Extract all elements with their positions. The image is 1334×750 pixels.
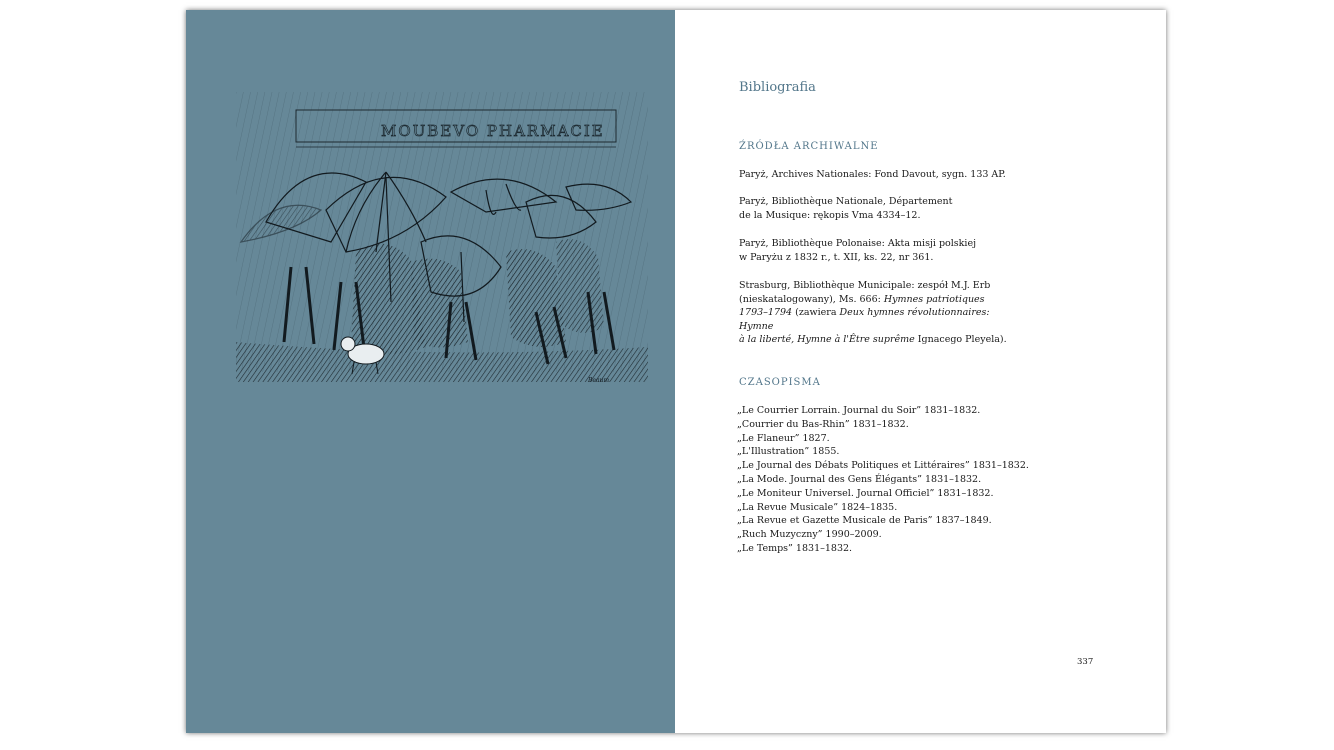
list-item: „La Mode. Journal des Gens Élégants” 1831–1832. bbox=[737, 473, 982, 485]
list-item: „Le Flaneur” 1827. bbox=[737, 432, 830, 444]
page-number: 337 bbox=[1077, 657, 1094, 667]
shop-sign-text: MOUBEVO PHARMACIE bbox=[381, 122, 605, 140]
left-page bbox=[186, 10, 675, 733]
archive-entry bbox=[739, 195, 1007, 222]
journals-section-title: CZASOPISMA bbox=[739, 377, 821, 388]
list-item: „Le Courrier Lorrain. Journal du Soir” 1831–1832. bbox=[737, 405, 981, 416]
entry-line: Strasburg, Bibliothèque Municipale: zespół M.J. Erb bbox=[739, 280, 991, 291]
journal-list bbox=[737, 404, 1029, 556]
archive-entry bbox=[739, 237, 1007, 264]
entry-line: (nieskatalogowany), Ms. 666: Hymnes patriotiques bbox=[739, 293, 985, 305]
list-item: „Le Moniteur Universel. Journal Officiel” 1831–1832. bbox=[737, 487, 994, 499]
list-item: „Courrier du Bas-Rhin” 1831–1832. bbox=[737, 418, 909, 430]
archive-entry bbox=[739, 168, 1007, 182]
entry-line: 1793–1794 (zawiera Deux hymnes révolutionnaires: Hymne bbox=[739, 307, 990, 332]
list-item: „L'Illustration” 1855. bbox=[737, 446, 840, 458]
entry-line: de la Musique: rękopis Vma 4334–12. bbox=[739, 209, 921, 221]
archives-section-title: ŹRÓDŁA ARCHIWALNE bbox=[739, 141, 879, 152]
entry-line: Paryż, Archives Nationales: Fond Davout, sygn. 133 AP. bbox=[739, 169, 1006, 180]
archive-entry-strasburg bbox=[739, 279, 1007, 347]
list-item: „Ruch Muzyczny” 1990–2009. bbox=[737, 529, 882, 541]
entry-line: à la liberté, Hymne à l'Être suprême Ignacego Pleyela). bbox=[739, 334, 1007, 345]
book-spread bbox=[186, 10, 1166, 733]
entry-line: Paryż, Bibliothèque Nationale, Département bbox=[739, 196, 953, 207]
artist-signature: Beaum bbox=[588, 377, 610, 384]
list-item: „Le Journal des Débats Politiques et Littéraires” 1831–1832. bbox=[737, 460, 1029, 472]
entry-line: w Paryżu z 1832 r., t. XII, ks. 22, nr 361. bbox=[739, 251, 934, 263]
right-page bbox=[675, 10, 1166, 733]
list-item: „La Revue et Gazette Musicale de Paris” 1837–1849. bbox=[737, 515, 992, 527]
list-item: „La Revue Musicale” 1824–1835. bbox=[737, 501, 898, 513]
page-title: Bibliografia bbox=[739, 80, 816, 95]
list-item: „Le Temps” 1831–1832. bbox=[737, 542, 853, 554]
rain-umbrellas-illustration bbox=[236, 92, 648, 392]
entry-line: Paryż, Bibliothèque Polonaise: Akta misji polskiej bbox=[739, 238, 977, 249]
